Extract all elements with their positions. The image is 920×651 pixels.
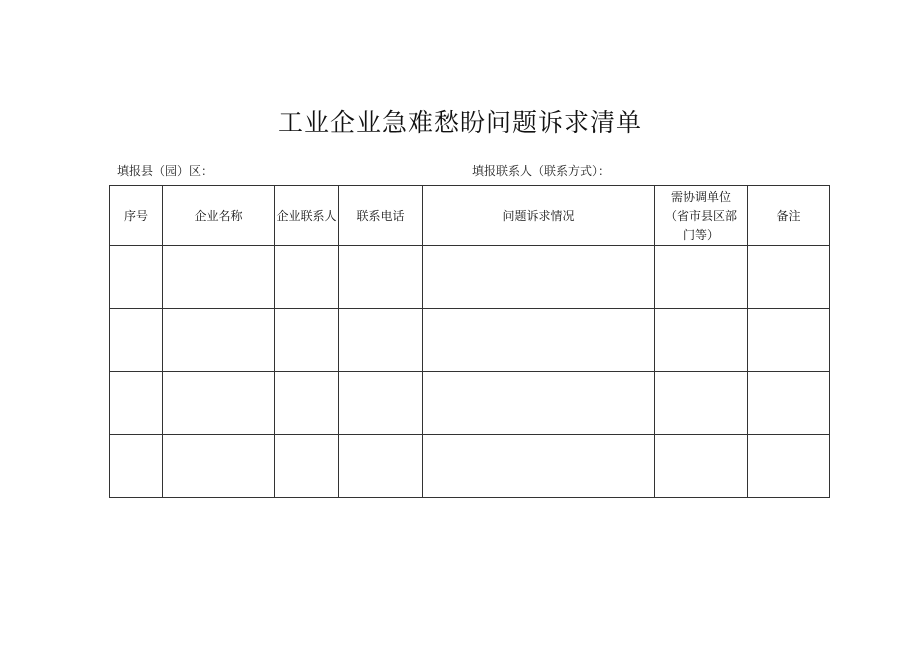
table-cell[interactable] <box>748 309 830 372</box>
table-cell[interactable] <box>748 372 830 435</box>
table-header-row <box>110 186 830 246</box>
table-cell[interactable] <box>339 435 423 498</box>
header-remarks: 备注 <box>748 186 830 246</box>
table-cell[interactable] <box>655 435 748 498</box>
table-cell[interactable] <box>163 309 275 372</box>
header-company-name: 企业名称 <box>163 186 275 246</box>
table-cell[interactable] <box>110 435 163 498</box>
table-cell[interactable] <box>423 435 655 498</box>
table-cell[interactable] <box>655 309 748 372</box>
table-cell[interactable] <box>275 372 339 435</box>
header-coordinating-unit <box>655 186 748 246</box>
table-cell[interactable] <box>163 435 275 498</box>
table-cell[interactable] <box>655 246 748 309</box>
table-cell[interactable] <box>423 309 655 372</box>
table-cell[interactable] <box>110 372 163 435</box>
table-cell[interactable] <box>110 309 163 372</box>
issues-table <box>109 185 830 498</box>
table-cell[interactable] <box>275 309 339 372</box>
table-cell[interactable] <box>163 372 275 435</box>
table-cell[interactable] <box>423 372 655 435</box>
table-cell[interactable] <box>275 435 339 498</box>
table-cell[interactable] <box>163 246 275 309</box>
table-cell[interactable] <box>339 246 423 309</box>
table-row <box>110 246 830 309</box>
fill-contact-label: 填报联系人（联系方式）： <box>472 164 611 178</box>
table-cell[interactable] <box>339 372 423 435</box>
header-phone: 联系电话 <box>339 186 423 246</box>
header-issue-description: 问题诉求情况 <box>423 186 655 246</box>
document-title: 工业企业急难愁盼问题诉求清单 <box>277 108 642 137</box>
table-cell[interactable] <box>339 309 423 372</box>
header-unit-line-2: （省市县区部 <box>664 209 737 223</box>
header-company-contact: 企业联系人 <box>275 186 339 246</box>
header-index: 序号 <box>110 186 163 246</box>
table-row <box>110 435 830 498</box>
table-cell[interactable] <box>275 246 339 309</box>
header-unit-line-3: 门等） <box>682 228 719 242</box>
table-row <box>110 372 830 435</box>
table-row <box>110 309 830 372</box>
table-cell[interactable] <box>423 246 655 309</box>
table-cell[interactable] <box>748 246 830 309</box>
header-unit-line-1: 需协调单位 <box>670 190 731 204</box>
table-cell[interactable] <box>748 435 830 498</box>
table-cell[interactable] <box>655 372 748 435</box>
table-cell[interactable] <box>110 246 163 309</box>
fill-county-label: 填报县（园）区： <box>117 164 214 178</box>
